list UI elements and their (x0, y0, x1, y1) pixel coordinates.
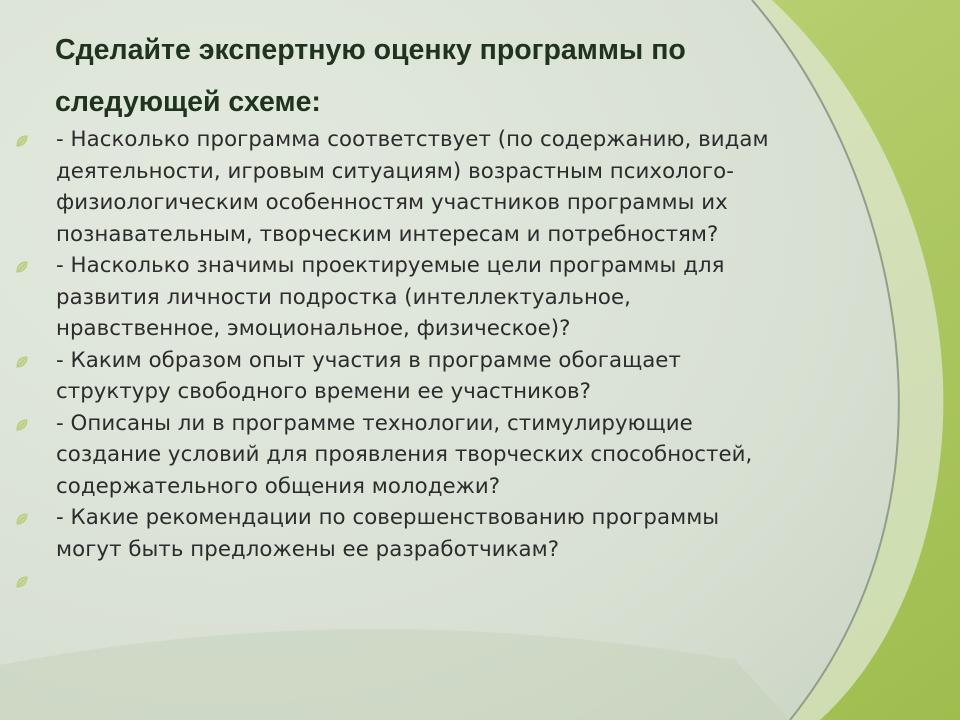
bullet-text: - Описаны ли в программе технологии, стимулирующие создание условий для проявления творческих способностей, содержательного общения молодежи? (56, 410, 753, 499)
bullet-item-2 (15, 250, 895, 345)
leaf-bullet-icon (15, 260, 29, 274)
bullet-item-5 (15, 502, 895, 565)
leaf-bullet-icon (15, 512, 29, 526)
bullet-item-4 (15, 408, 895, 503)
leaf-bullet-icon (15, 575, 29, 589)
bullet-item-1 (15, 124, 895, 250)
bullet-item-6 (15, 565, 895, 597)
bullet-text: - Насколько значимы проектируемые цели программы для развития личности подростка (интеллектуальное, нравственное, эмоциональное, физическое)? (56, 253, 725, 341)
slide-title: Сделайте экспертную оценку программы по следующей схеме: (55, 34, 686, 118)
bullet-item-3 (15, 345, 895, 408)
leaf-bullet-icon (15, 134, 29, 148)
bullet-list (15, 124, 895, 597)
bullet-text: - Каким образом опыт участия в программе обогащает структуру свободного времени ее участников? (56, 347, 681, 404)
bullet-text: - Какие рекомендации по совершенствованию программы могут быть предложены ее разработчикам? (56, 505, 720, 562)
bullet-text: - Насколько программа соответствует (по содержанию, видам деятельности, игровым ситуациям) возрастным психолого- физиологическим особенностям участников программы их познавательным, творческим интересам и потребностям? (56, 127, 769, 247)
leaf-bullet-icon (15, 418, 29, 432)
leaf-bullet-icon (15, 355, 29, 369)
